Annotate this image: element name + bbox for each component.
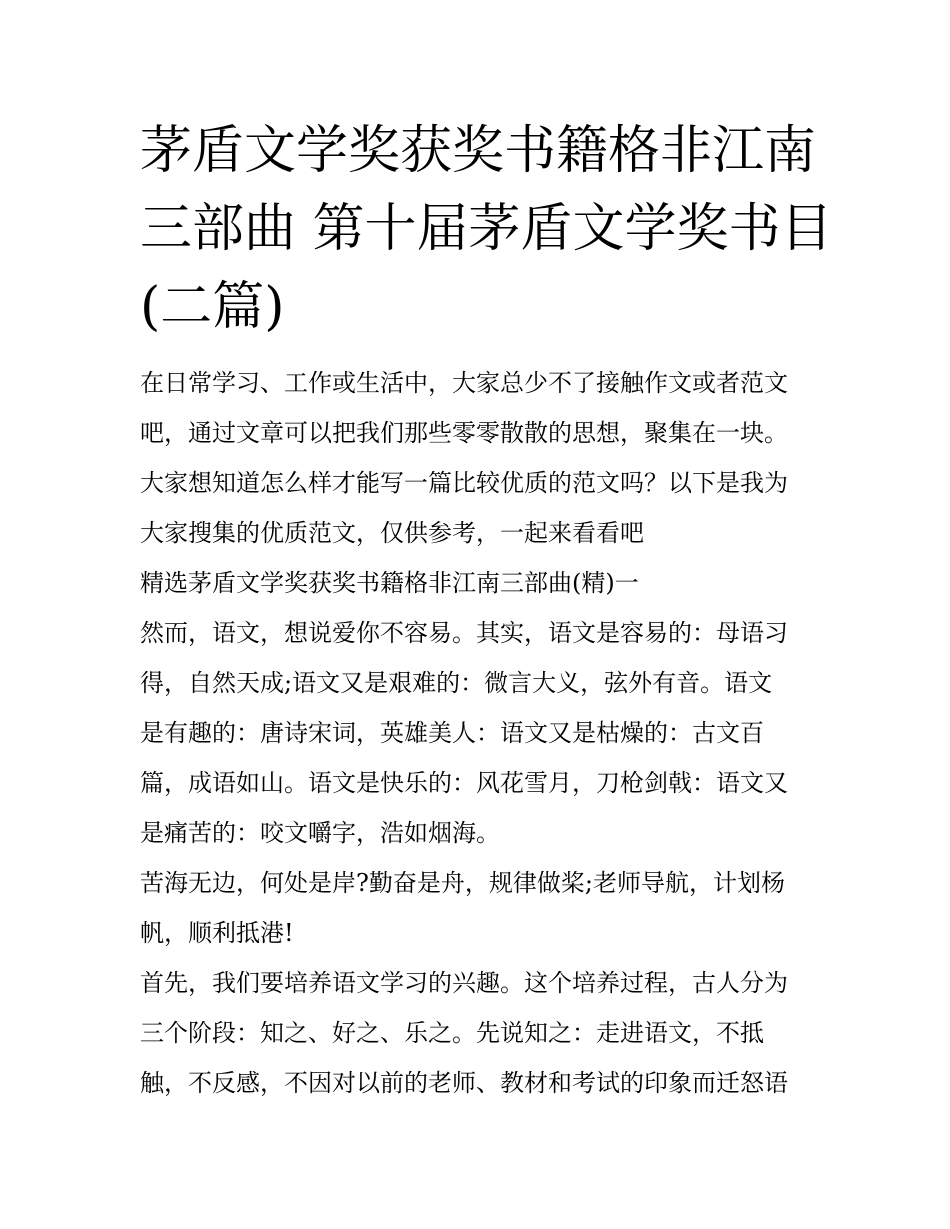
intro-line: 大家想知道怎么样才能写一篇比较优质的范文吗？以下是我为 [140, 469, 788, 497]
document-title [140, 112, 833, 346]
title-line: 茅盾文学奖获奖书籍格非江南 [140, 121, 817, 181]
document-body [140, 358, 820, 1108]
section-heading: 精选茅盾文学奖获奖书籍格非江南三部曲(精)一 [140, 569, 639, 597]
paragraph-line: 得，自然天成;语文又是艰难的：微言大义，弦外有音。语文 [140, 669, 773, 697]
paragraph-line: 苦海无边，何处是岸?勤奋是舟，规律做桨;老师导航，计划杨 [140, 869, 785, 897]
document-page [140, 112, 833, 1108]
paragraph-line: 首先，我们要培养语文学习的兴趣。这个培养过程，古人分为 [140, 969, 788, 997]
paragraph-line: 三个阶段：知之、好之、乐之。先说知之：走进语文，不抵 [140, 1019, 764, 1047]
paragraph-line: 是有趣的：唐诗宋词，英雄美人：语文又是枯燥的：古文百 [140, 719, 764, 747]
intro-line: 吧，通过文章可以把我们那些零零散散的思想，聚集在一块。 [140, 419, 788, 447]
paragraph-line: 触，不反感，不因对以前的老师、教材和考试的印象而迁怒语 [140, 1069, 788, 1097]
paragraph-line: 然而，语文，想说爱你不容易。其实，语文是容易的：母语习 [140, 619, 788, 647]
title-line: 三部曲 第十届茅盾文学奖书目 [140, 199, 833, 259]
title-line: (二篇) [140, 277, 285, 337]
paragraph-line: 篇，成语如山。语文是快乐的：风花雪月，刀枪剑戟：语文又 [140, 769, 788, 797]
intro-line: 大家搜集的优质范文，仅供参考，一起来看看吧 [140, 519, 644, 547]
paragraph-line: 帆，顺利抵港! [140, 919, 294, 947]
paragraph-line: 是痛苦的：咬文嚼字，浩如烟海。 [140, 819, 500, 847]
intro-line: 在日常学习、工作或生活中，大家总少不了接触作文或者范文 [140, 369, 788, 397]
